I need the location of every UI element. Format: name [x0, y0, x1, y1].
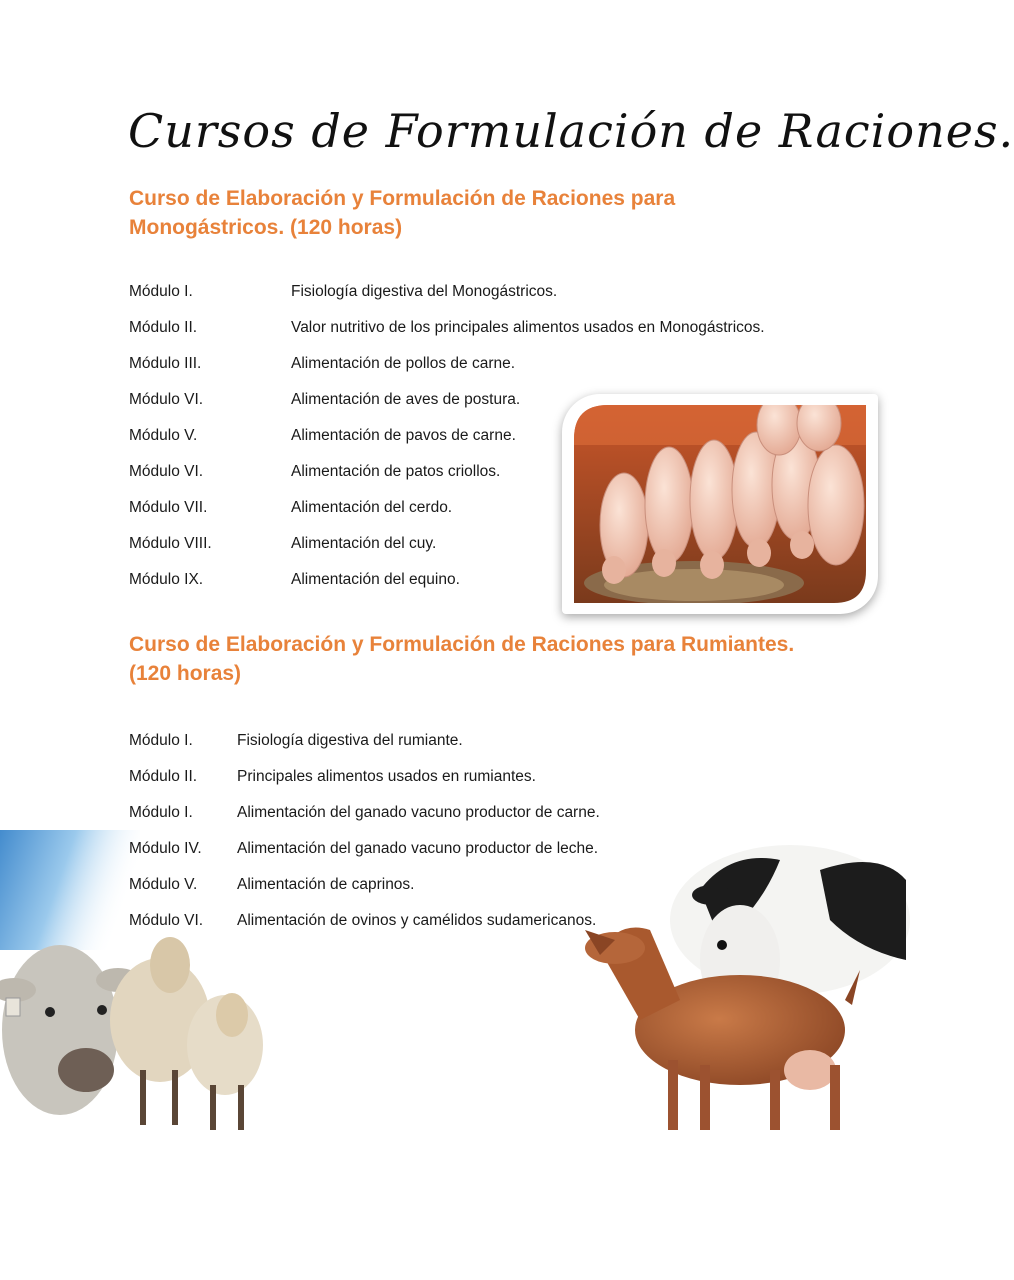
module-description: Fisiología digestiva del Monogástricos. — [291, 283, 558, 300]
sheep-icon — [110, 937, 263, 1130]
module-description: Alimentación de pavos de carne. — [291, 427, 516, 444]
module-number: Módulo I. — [129, 283, 193, 300]
module-number: Módulo VII. — [129, 499, 208, 516]
blue-background — [0, 830, 140, 950]
module-number: Módulo VI. — [129, 463, 204, 480]
module-number: Módulo VIII. — [129, 535, 212, 552]
module-number: Módulo V. — [129, 876, 198, 893]
module-description: Alimentación de patos criollos. — [291, 463, 501, 480]
course-heading-rumiantes: Curso de Elaboración y Formulación de Raciones para Rumiantes. (120 horas) — [129, 633, 795, 685]
module-list-rumiantes — [129, 723, 600, 939]
module-description: Alimentación de pollos de carne. — [291, 355, 516, 372]
list-item — [129, 831, 600, 867]
module-number: Módulo I. — [129, 732, 193, 749]
list-item — [129, 723, 600, 759]
list-item — [129, 903, 600, 939]
list-item — [129, 310, 765, 346]
module-number: Módulo IV. — [129, 840, 202, 857]
module-description: Fisiología digestiva del rumiante. — [237, 732, 463, 749]
page-title: Cursos de Formulación de Raciones. — [128, 104, 1014, 158]
module-number: Módulo VI. — [129, 912, 204, 929]
list-item — [129, 274, 765, 310]
list-item — [129, 346, 765, 382]
module-number: Módulo II. — [129, 768, 198, 785]
list-item — [129, 867, 600, 903]
module-description: Alimentación del ganado vacuno productor de leche. — [237, 840, 599, 857]
module-number: Módulo VI. — [129, 391, 204, 408]
list-item — [129, 759, 600, 795]
module-description: Alimentación de ovinos y camélidos sudamericanos. — [237, 912, 597, 929]
module-description: Alimentación del ganado vacuno productor de carne. — [237, 804, 600, 821]
module-description: Alimentación de caprinos. — [237, 876, 415, 893]
module-description: Principales alimentos usados en rumiantes. — [237, 768, 536, 785]
module-number: Módulo IX. — [129, 571, 204, 588]
module-description: Alimentación de aves de postura. — [291, 391, 521, 408]
module-number: Módulo I. — [129, 804, 193, 821]
module-description: Alimentación del cerdo. — [291, 499, 453, 516]
course-heading-monogastricos: Curso de Elaboración y Formulación de Raciones para Monogástricos. (120 horas) — [129, 187, 676, 239]
list-item — [129, 795, 600, 831]
module-number: Módulo V. — [129, 427, 198, 444]
module-description: Valor nutritivo de los principales alimentos usados en Monogástricos. — [291, 319, 765, 336]
piglets-image — [574, 405, 866, 603]
module-description: Alimentación del equino. — [291, 571, 460, 588]
piglets-feeding-photo — [562, 394, 878, 614]
module-number: Módulo II. — [129, 319, 198, 336]
module-number: Módulo III. — [129, 355, 202, 372]
module-description: Alimentación del cuy. — [291, 535, 437, 552]
